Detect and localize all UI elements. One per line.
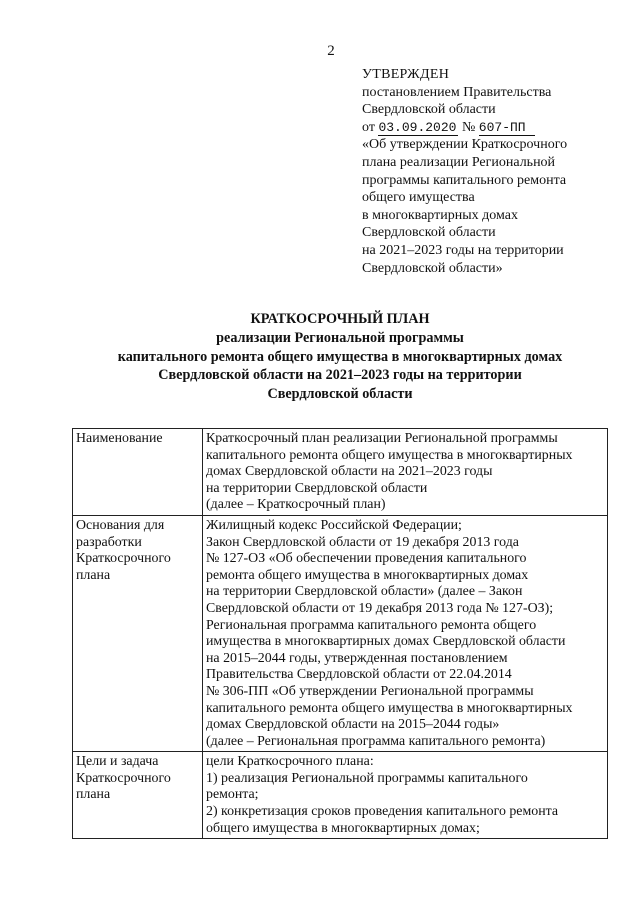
label-line: Наименование: [76, 431, 163, 446]
approval-date-line: [362, 119, 632, 137]
row-value: [203, 515, 608, 751]
page-number: 2: [327, 43, 335, 59]
label-line: Краткосрочного: [76, 551, 171, 567]
value-line: 1) реализация Региональной программы капитального: [206, 770, 528, 786]
value-line: цели Краткосрочного плана:: [206, 754, 374, 770]
value-line: на территории Свердловской области» (далее – Закон: [206, 584, 523, 600]
approval-title-line: «Об утверждении Краткосрочного: [362, 137, 568, 153]
decree-date: 03.09.2020: [378, 119, 457, 135]
approval-title-line: в многоквартирных домах: [362, 207, 518, 223]
value-line: № 306-ПП «Об утверждении Региональной программы: [206, 683, 534, 699]
value-line: Закон Свердловской области от 19 декабря 2013 года: [206, 534, 519, 550]
value-line: № 127-ОЗ «Об обеспечении проведения капитального: [206, 551, 527, 567]
value-line: (далее – Краткосрочный план): [206, 497, 386, 513]
title-line: капитального ремонта общего имущества в многоквартирных домах: [117, 348, 563, 365]
label-line: плана: [76, 567, 111, 583]
label-line: Краткосрочного: [76, 770, 171, 786]
approval-title-line: Свердловской области»: [362, 260, 503, 276]
value-line: капитального ремонта общего имущества в многоквартирных: [206, 447, 573, 463]
value-line: Краткосрочный план реализации Региональной программы: [206, 431, 558, 446]
value-line: на территории Свердловской области: [206, 480, 428, 496]
label-line: плана: [76, 787, 111, 803]
value-line: Свердловской области от 19 декабря 2013 года № 127-ОЗ);: [206, 600, 554, 616]
title-line: реализации Региональной программы: [216, 329, 464, 346]
value-line: домах Свердловской области на 2015–2044 годы»: [206, 717, 500, 733]
date-prefix: от: [362, 119, 375, 135]
label-line: Основания для: [76, 517, 165, 533]
approval-title-line: Свердловской области: [362, 225, 496, 241]
value-line: Региональная программа капитального ремонта общего: [206, 617, 537, 633]
value-line: домах Свердловской области на 2021–2023 годы: [206, 464, 493, 480]
approval-stamp: [362, 66, 632, 277]
number-prefix: №: [461, 119, 476, 135]
approval-heading: УТВЕРЖДЕН: [362, 67, 450, 82]
title-line: Свердловской области: [267, 386, 413, 403]
value-line: ремонта;: [206, 787, 259, 803]
value-line: Жилищный кодекс Российской Федерации;: [206, 517, 462, 533]
value-line: на 2015–2044 годы, утвержденная постановлением: [206, 650, 508, 666]
row-label: [73, 752, 203, 839]
value-line: капитального ремонта общего имущества в многоквартирных: [206, 700, 573, 716]
approval-line: Свердловской области: [362, 102, 496, 118]
value-line: общего имущества в многоквартирных домах;: [206, 820, 480, 836]
value-line: имущества в многоквартирных домах Свердловской области: [206, 634, 566, 650]
decree-number: 607-ПП: [479, 121, 535, 136]
table-row: [73, 429, 608, 516]
approval-line: постановлением Правительства: [362, 84, 552, 100]
value-line: 2) конкретизация сроков проведения капитального ремонта: [206, 804, 559, 820]
title-line: Свердловской области на 2021–2023 годы на территории: [158, 367, 522, 384]
row-label: [73, 515, 203, 751]
passport-table: [72, 428, 608, 839]
label-line: Цели и задача: [76, 754, 159, 770]
row-value: [203, 429, 608, 516]
approval-title-line: программы капитального ремонта: [362, 172, 567, 188]
value-line: Правительства Свердловской области от 22.04.2014: [206, 667, 512, 683]
document-title: [60, 310, 620, 404]
title-line: КРАТКОСРОЧНЫЙ ПЛАН: [250, 311, 430, 327]
approval-title-line: на 2021–2023 годы на территории: [362, 242, 564, 258]
value-line: ремонта общего имущества в многоквартирных домах: [206, 567, 529, 583]
row-value: [203, 752, 608, 839]
value-line: (далее – Региональная программа капитального ремонта): [206, 733, 546, 749]
approval-title-line: общего имущества: [362, 190, 475, 206]
table-row: [73, 752, 608, 839]
approval-title-line: плана реализации Региональной: [362, 154, 556, 170]
row-label: [73, 429, 203, 516]
label-line: разработки: [76, 534, 142, 550]
table-row: [73, 515, 608, 751]
